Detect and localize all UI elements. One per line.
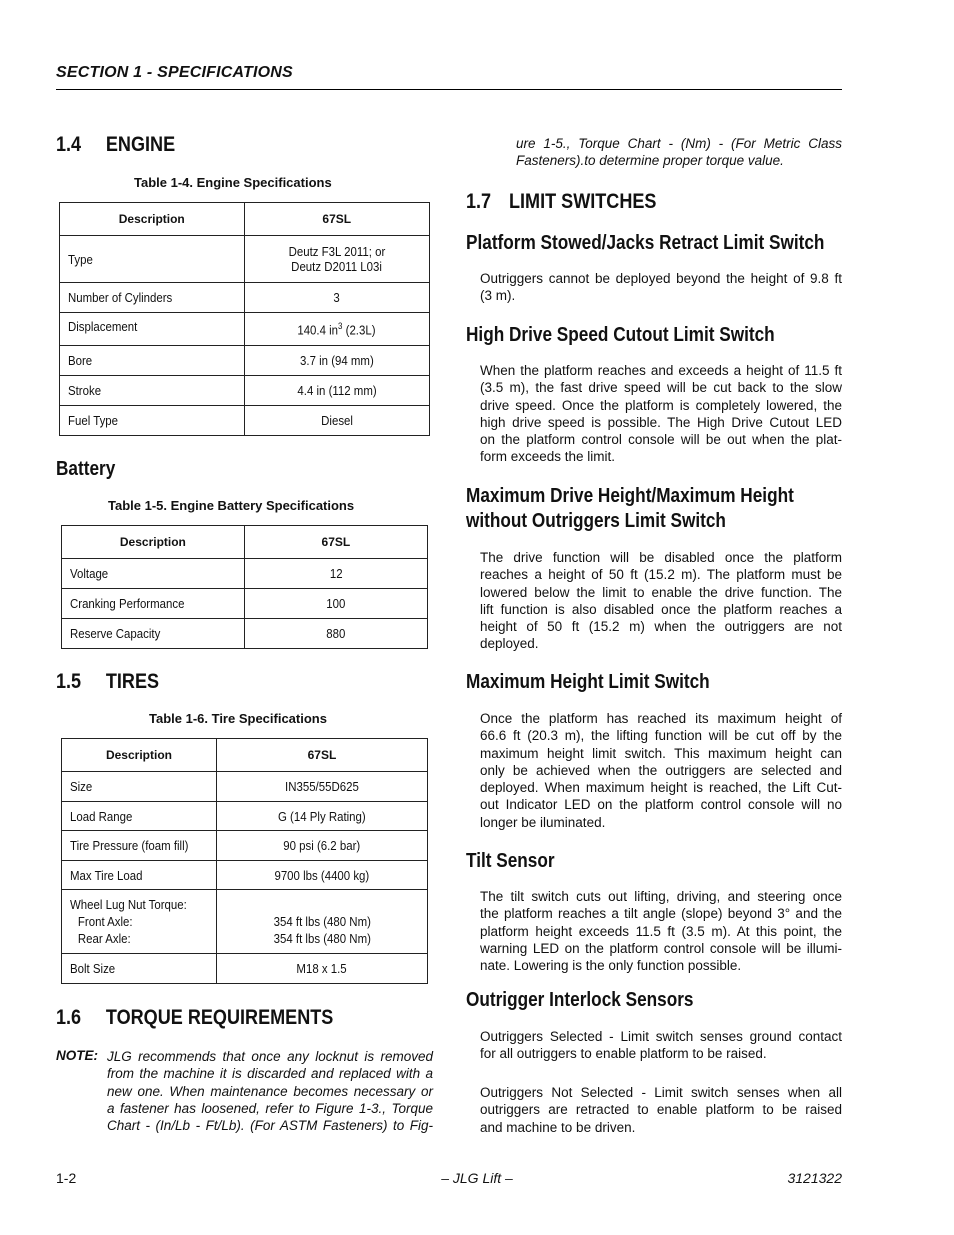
limit-switches-heading [466,190,656,214]
row-value: 880 [326,626,346,641]
para-line: reaches a height of 50 ft (15.2 m). The platform must be [480,567,842,583]
platform-stowed-heading: Platform Stowed/Jacks Retract Limit Switch [466,232,825,254]
para-line: the platform reaches a tilt angle (slope) beyond 3° and the [480,906,842,922]
para-line: height of 50 ft (15.2 m) when the outriggers are not [480,619,842,635]
row-label: Tire Pressure (foam fill) [70,838,189,853]
para-line: nate. Lowering is the only function possible. [480,958,742,974]
table-row [60,283,430,313]
tires-spec-table [61,738,428,984]
row-value: 3.7 in (94 mm) [299,353,374,368]
para-line: platform height exceeds 11.5 ft (3.5 m). At this point, the [480,923,842,939]
row-label: Load Range [70,808,133,824]
note-line: ure 1-5., Torque Chart - (Nm) - (For Metric Class [516,136,842,151]
para-line: The drive function will be disabled once the platform [480,550,842,565]
row-value: M18 x 1.5 [296,961,348,976]
para-line: lift function is also disabled once the platform reaches a [480,601,842,617]
torque-title: TORQUE REQUIREMENTS [105,1006,334,1029]
row-value: 354 ft lbs (480 Nm) [273,913,371,929]
column-header: Description [60,203,245,236]
row-value [298,321,376,337]
row-label: Size [70,779,93,794]
table-row [62,559,428,589]
table-row [62,619,428,649]
outrigger-not-selected-text [480,1084,842,1136]
para-line: The tilt switch cuts out lifting, driving, and steering once [480,889,842,904]
row-value: 3 [333,290,340,305]
row-value: G (14 Ply Rating) [278,808,366,824]
torque-number: 1.6 [56,1006,82,1029]
section-header: SECTION 1 - SPECIFICATIONS [56,64,293,81]
para-line: on the platform control console will be out when the plat- [480,432,842,448]
battery-heading: Battery [56,458,116,480]
displacement-exponent: 3 [338,320,343,331]
table-row [62,589,428,619]
engine-title: ENGINE [105,133,176,156]
document-number: 3121322 [787,1170,842,1186]
para-line: deployed. When maximum height is reached, the Lift Cut- [480,780,842,796]
para-line: warning LED on the platform control console will be illumi- [480,940,842,956]
footer-brand: – JLG Lift – [441,1170,513,1186]
tires-table-caption: Table 1-6. Tire Specifications [149,711,327,726]
tires-number: 1.5 [56,670,82,693]
para-line: (3 m). [480,288,516,304]
row-value: Diesel [320,413,353,428]
para-line: and machine to be driven. [480,1119,636,1135]
tilt-sensor-heading: Tilt Sensor [466,850,555,872]
note-line: Fasteners).to determine proper torque value. [516,153,784,169]
engine-heading [56,133,175,157]
high-drive-speed-heading: High Drive Speed Cutout Limit Switch [466,324,775,346]
para-line: 66.6 ft (20.3 m), the lifting function will be cut off by the [480,728,842,744]
heading-line: without Outriggers Limit Switch [466,510,726,532]
row-label: Max Tire Load [70,867,143,883]
row-label: Voltage [70,566,109,581]
para-line: Outriggers Selected - Limit switch senses ground contact [480,1029,842,1044]
displacement-metric: (2.3L) [342,322,376,338]
header-rule [56,89,842,90]
para-line: When the platform reaches and exceeds a height of 11.5 ft [480,363,842,378]
tires-title: TIRES [105,670,160,693]
para-line: form exceeds the limit. [480,449,616,465]
max-drive-height-heading [466,484,794,534]
row-value: 354 ft lbs (480 Nm) [273,930,371,946]
column-header: 67SL [216,739,427,772]
outrigger-selected-text [480,1028,842,1063]
row-label: Number of Cylinders [68,290,173,305]
note-line: from the machine it is discarded and replaced with a [107,1066,433,1082]
para-line: longer be iluminated. [480,814,606,830]
table-row [60,236,430,283]
note-line: new one. When maintenance becomes necessary or [107,1083,433,1099]
table-header-row [62,526,428,559]
para-line: only be achieved when the outriggers are selected and [480,762,842,778]
para-line: drive speed. Once the platform is completely lowered, the [480,397,842,413]
torque-heading [56,1006,333,1030]
column-header: 67SL [244,526,427,559]
engine-spec-table [59,202,430,436]
table-row [60,406,430,436]
row-value: Deutz D2011 L03i [291,259,383,274]
limit-switches-number: 1.7 [466,190,492,213]
row-label: Wheel Lug Nut Torque: [70,897,187,912]
para-line: high drive speed is possible. The High Drive Cutout LED [480,414,842,430]
page-number: 1-2 [56,1170,77,1186]
table-header-row [62,739,428,772]
row-label: Stroke [68,383,102,398]
row-label: Fuel Type [68,413,119,428]
para-line: Outriggers Not Selected - Limit switch senses when all [480,1085,842,1100]
row-value: 90 psi (6.2 bar) [283,838,361,853]
row-label: Cranking Performance [70,596,185,611]
column-header: Description [62,526,245,559]
column-header: Description [62,739,217,772]
row-label: Reserve Capacity [70,626,161,641]
row-label: Displacement [68,319,138,334]
row-value: Deutz F3L 2011; or [288,244,386,259]
row-value: 100 [326,596,346,611]
para-line: Outriggers cannot be deployed beyond the height of 9.8 ft [480,271,842,286]
para-line: maximum height limit switch. This maximum height can [480,745,842,761]
table-row [62,831,428,861]
max-drive-height-text [480,549,842,653]
para-line: lowered below the limit to enable the drive function. The [480,584,842,600]
para-line: deployed. [480,636,539,652]
heading-line: Maximum Drive Height/Maximum Height [466,485,794,507]
para-line: for all outriggers to enable platform to be raised. [480,1046,767,1062]
row-label: Bore [68,353,93,368]
table-row [62,772,428,802]
table-header-row [60,203,430,236]
table-row [60,313,430,346]
row-sublabel: Rear Axle: [77,931,131,946]
engine-table-caption: Table 1-4. Engine Specifications [134,175,332,190]
table-row [60,346,430,376]
table-row [62,802,428,831]
engine-number: 1.4 [56,133,82,156]
note-label: NOTE: [56,1048,98,1063]
max-height-heading: Maximum Height Limit Switch [466,671,710,693]
row-sublabel: Front Axle: [77,914,133,929]
outrigger-interlock-heading: Outrigger Interlock Sensors [466,989,694,1011]
row-label: Type [68,251,93,267]
tilt-sensor-text [480,888,842,974]
max-height-text [480,710,842,831]
tires-heading [56,670,159,694]
table-row [62,890,428,954]
row-value: 12 [329,566,343,581]
para-line: outriggers are retracted to enable platform to be raised [480,1102,842,1118]
limit-switches-title: LIMIT SWITCHES [509,190,657,213]
row-label: Bolt Size [70,961,116,976]
row-value: 4.4 in (112 mm) [297,383,377,398]
displacement-value: 140.4 in [297,322,339,338]
note-line: Chart - (In/Lb - Ft/Lb). (For ASTM Fasteners) to Fig- [107,1118,433,1134]
table-row [60,376,430,406]
table-row [62,861,428,890]
table-row [62,954,428,984]
note-line: JLG recommends that once any locknut is removed [107,1049,433,1064]
battery-spec-table [61,525,428,649]
row-value: IN355/55D625 [285,779,359,794]
battery-table-caption: Table 1-5. Engine Battery Specifications [108,498,355,513]
row-value: 9700 lbs (4400 kg) [274,867,370,883]
note-text [107,1048,433,1134]
note-continuation [516,135,842,170]
column-header: 67SL [244,203,429,236]
platform-stowed-text [480,270,842,305]
para-line: Once the platform has reached its maximum height of [480,711,842,726]
para-line: (3.5 m), the fast drive speed will be cut back to the slow [480,380,842,396]
para-line: out Indicator LED on the platform control console will no [480,797,842,813]
high-drive-speed-text [480,362,842,466]
note-line: a fastener has loosened, refer to Figure 1-3., Torque [107,1100,433,1116]
